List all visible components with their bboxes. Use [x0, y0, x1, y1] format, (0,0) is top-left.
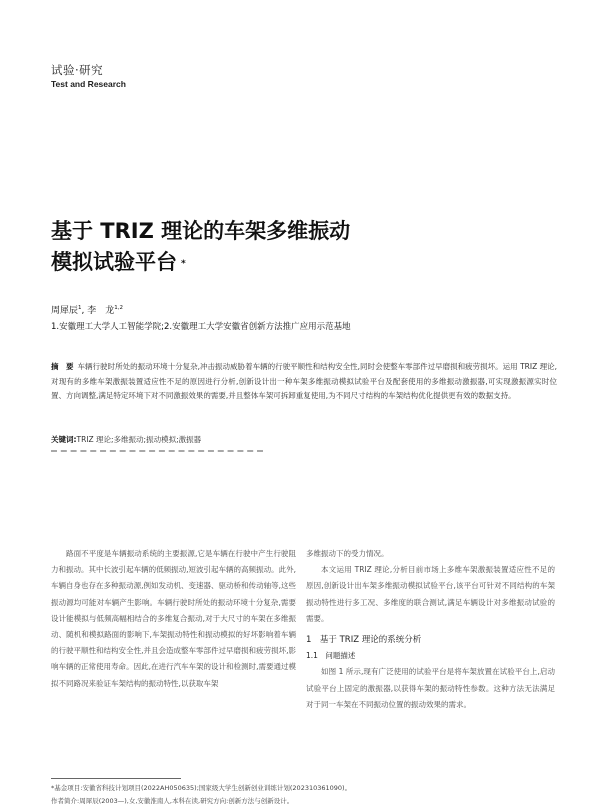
title-line-2-text: 模拟试验平台	[51, 250, 177, 274]
body-paragraph: 路面不平度是车辆振动系统的主要振源,它是车辆在行驶中产生行驶阻力和振动。其中长波引起车辆的低频振动,短波引起车辆的高频振动。此外,车辆自身也存在多种振动源,例如发动机、变速器、驱动桥和传动轴等,这些振动源均可能对车辆产生影响。车辆行驶时所处的振动环境十分复杂,需要设计能模拟与低频高幅相结合的多维复合振动,对于大尺寸的车架在多维振动、随机和模拟路面的影响下,车架振动特性和振动模拟的好坏影响着车辆的行驶平顺性和结构安全性,并且会造成整车零部件过早磨损和疲劳损坏,影响车辆的正常使用寿命。因此,在进行汽车车架的设计和检测时,需要通过模拟不同路况来验证车架结构的振动特性,以获取车架	[51, 549, 296, 688]
author-affil-sup: 1,2	[114, 305, 124, 311]
keywords-text: TRIZ 理论;多维振动;振动模拟;激振器	[76, 435, 202, 444]
keywords-divider	[51, 450, 263, 452]
keywords	[51, 434, 557, 445]
section-label-en: Test and Research	[51, 79, 126, 89]
title-line-2	[51, 247, 471, 278]
article-title	[51, 216, 471, 278]
body-paragraph: 本文运用 TRIZ 理论,分析目前市场上多维车架激振装置适应性不足的原因,创新设计出车架多维振动模拟试验平台,该平台可针对不同结构的车架振动特性进行多工况、多维度的联合测试,满足车辆设计对多维振动试验的需要。	[306, 565, 555, 623]
author-name: 李 龙	[87, 306, 115, 316]
title-footnote-mark: *	[181, 259, 186, 269]
abstract-label: 摘 要	[51, 362, 74, 371]
body-left-column	[51, 546, 296, 692]
author-name: 周犀辰	[51, 306, 79, 316]
body-paragraph: 如图 1 所示,现有广泛使用的试验平台是将车架放置在试验平台上,启动试验平台上固定的激振器,以获得车架的振动特性参数。这种方法无法满足对于同一车架在不同振动位置的振动效果的需求。	[306, 667, 555, 709]
footnote-author-bio: 作者简介:周犀辰(2003—),女,安徽淮南人,本科在读,研究方向:创新方法与创新设计。	[51, 797, 294, 805]
title-line-1: 基于 TRIZ 理论的车架多维振动	[51, 219, 351, 243]
subsection-heading: 1.1 问题描述	[306, 651, 356, 661]
body-paragraph: 多维振动下的受力情况。	[306, 549, 389, 558]
keywords-label: 关键词:	[51, 435, 77, 444]
abstract	[51, 360, 557, 404]
footnote-rule	[51, 778, 181, 779]
section-label-cn: 试验·研究	[51, 63, 104, 77]
author-affil-sup: 1	[78, 305, 82, 311]
author-list: 周犀辰$^1$, 李 龙$^{1,2}$	[51, 305, 124, 316]
body-right-column	[306, 546, 555, 713]
footnotes	[51, 782, 557, 808]
affiliations: 1.安徽理工大学人工智能学院;2.安徽理工大学安徽省创新方法推广应用示范基地	[51, 322, 351, 332]
section-heading: 1 基于 TRIZ 理论的系统分析	[306, 635, 422, 646]
abstract-text: 车辆行驶时所处的振动环境十分复杂,冲击振动威胁着车辆的行驶平顺性和结构安全性,同时会使整车零部件过早磨损和疲劳损坏。运用 TRIZ 理论,对现有的多维车架激振装置适应性不足的原因进行分析,创新设计出一种车架多维振动模拟试验平台及配套使用的多维振动激振器,可实现激振源实时位置、方向调整,满足特定环境下对不同激振效果的需要,并且整体车架可拆卸重复使用,为不同尺寸结构的车架结构优化提供更有效的数据支持。	[51, 362, 558, 401]
footnote-funding: *基金项目:安徽省科技计划项目(2022AH050635);国家级大学生创新创业训练计划(202310361090)。	[51, 784, 352, 792]
